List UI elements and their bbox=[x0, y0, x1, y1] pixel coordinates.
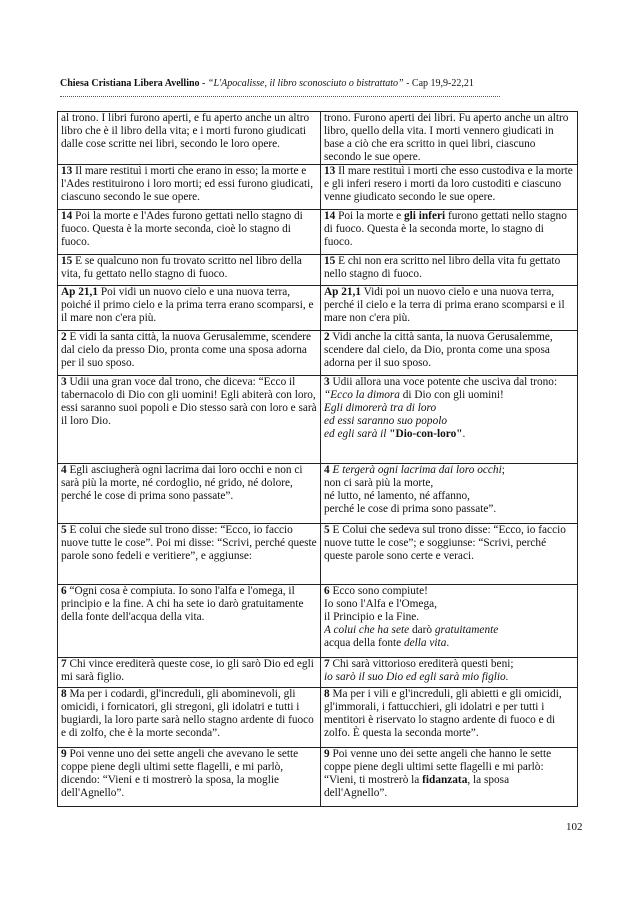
verse-number: 8 bbox=[61, 688, 67, 700]
cell-text bbox=[61, 112, 317, 164]
cell-text bbox=[61, 688, 317, 747]
cell-text bbox=[61, 286, 317, 330]
verse-text: E vidi la santa città, la nuova Gerusalemme, scendere dal cielo da presso Dio, pronta come una sposa adorna per il suo sposo. bbox=[61, 331, 312, 370]
cell-text bbox=[324, 112, 574, 164]
verse-text: Poi vidi un nuovo cielo e una nuova terra, poiché il primo cielo e la prima terra erano scomparsi, e il mare non c'era più. bbox=[61, 286, 314, 325]
cell-text bbox=[61, 255, 317, 285]
verse-text: Egli asciugherà ogni lacrima dai loro occhi e non ci sarà più la morte, né cordoglio, né grido, né dolore, perché le cose di prima sono passate”. bbox=[61, 464, 303, 503]
cell-text bbox=[61, 165, 317, 209]
verse-text: trono. Furono aperti dei libri. Fu aperto anche un altro libro, quello della vita. I morti vennero giudicati in base a ciò che era scritto in quei libri, ciascuno secondo le sue opere. bbox=[324, 112, 569, 164]
verse-text: gli inferi bbox=[404, 210, 446, 222]
verse-number: 13 bbox=[61, 165, 73, 177]
verse-number: 5 bbox=[61, 524, 67, 536]
document-title: “L'Apocalisse, il libro sconosciuto o bistrattato” bbox=[207, 78, 404, 89]
translation-b-cell bbox=[321, 464, 578, 524]
translation-b-cell bbox=[321, 255, 578, 286]
cell-text bbox=[61, 585, 317, 657]
cell-text bbox=[61, 748, 317, 806]
translation-a-cell bbox=[58, 585, 321, 658]
translation-a-cell bbox=[58, 255, 321, 286]
table-row bbox=[58, 331, 578, 376]
verse-text: Ma per i codardi, gl'increduli, gli abominevoli, gli omicidi, i fornicatori, gli stregoni, gli idolatri e tutti i bugiardi, la loro parte sarà nello stagno ardente di fuoco e di zolfo, che è la morte seconda”. bbox=[61, 688, 314, 740]
verse-text: Poi la morte e bbox=[335, 210, 405, 222]
verse-text: acqua della fonte bbox=[324, 637, 404, 650]
verse-number: 4 bbox=[324, 464, 330, 476]
verse-text: gratuitamente bbox=[434, 624, 499, 637]
verse-text: della vita bbox=[403, 637, 447, 650]
translation-a-cell bbox=[58, 658, 321, 688]
cell-text bbox=[61, 210, 317, 254]
translation-a-cell bbox=[58, 165, 321, 210]
verse-number: 14 bbox=[61, 210, 73, 222]
cell-text bbox=[61, 524, 317, 584]
verse-text: E Colui che sedeva sul trono disse: “Ecco, io faccio nuove tutte le cose”; e soggiunse: “Scrivi, perché queste parole sono certe e veraci. bbox=[324, 524, 566, 563]
verse-text: al trono. I libri furono aperti, e fu aperto anche un altro libro che è il libro della vita; e i morti furono giudicati dalle cose scritte nei libri, secondo le loro opere. bbox=[61, 112, 310, 151]
verse-text: . bbox=[462, 428, 466, 441]
verse-text: darò bbox=[409, 624, 435, 637]
translation-a-cell bbox=[58, 286, 321, 331]
verse-text: perché le cose di prima sono passate”. bbox=[324, 503, 497, 516]
cell-text bbox=[324, 331, 574, 375]
cell-text bbox=[324, 255, 574, 285]
table-row bbox=[58, 165, 578, 210]
table-row bbox=[58, 112, 578, 165]
verse-number: 3 bbox=[61, 376, 67, 388]
church-name: Chiesa Cristiana Libera Avellino bbox=[60, 78, 200, 89]
verse-number: 13 bbox=[324, 165, 336, 177]
table-row bbox=[58, 524, 578, 585]
verse-text: furono gettati nello stagno di fuoco. Questa è la seconda morte, lo stagno di fuoco. bbox=[324, 210, 567, 249]
translation-b-cell bbox=[321, 331, 578, 376]
table-row bbox=[58, 286, 578, 331]
translation-b-cell bbox=[321, 112, 578, 165]
translation-a-cell bbox=[58, 688, 321, 748]
translation-b-cell bbox=[321, 210, 578, 255]
verse-number: 4 bbox=[61, 464, 67, 476]
cell-text bbox=[324, 286, 574, 330]
verse-text: “Ogni cosa è compiuta. Io sono l'alfa e l'omega, il principio e la fine. A chi ha sete io darò gratuitamente della fonte dell'acqua della vita. bbox=[61, 585, 304, 624]
verse-text: Vidi poi un nuovo cielo e una nuova terra, perché il cielo e la terra di prima erano scomparsi e il mare non c'era più. bbox=[324, 286, 565, 325]
translation-a-cell bbox=[58, 524, 321, 585]
translation-a-cell bbox=[58, 112, 321, 165]
comparison-table bbox=[57, 111, 578, 807]
translation-a-cell bbox=[58, 331, 321, 376]
verse-text: “Ecco la dimora bbox=[324, 389, 400, 402]
verse-text: Il mare restituì i morti che esso custodiva e la morte e gli inferi resero i morti da loro custoditi e ciascuno venne giudicato secondo le sue opere. bbox=[324, 165, 573, 204]
translation-b-cell bbox=[321, 748, 578, 807]
cell-text bbox=[61, 376, 317, 463]
verse-number: 9 bbox=[324, 748, 330, 760]
verse-text: E colui che siede sul trono disse: “Ecco, io faccio nuove tutte le cose”. Poi mi disse: “Scrivi, perché queste parole sono fedeli e veritiere”, e aggiunse: bbox=[61, 524, 317, 563]
verse-text: io sarò il suo Dio ed egli sarà mio figlio. bbox=[324, 671, 509, 684]
page-number: 102 bbox=[566, 821, 583, 833]
verse-text: Io sono l'Alfa e l'Omega, bbox=[324, 598, 437, 611]
verse-number: 7 bbox=[324, 658, 330, 670]
cell-text bbox=[324, 165, 574, 209]
verse-text: E tergerà ogni lacrima dai loro occhi bbox=[332, 464, 502, 476]
verse-text: E chi non era scritto nel libro della vita fu gettato nello stagno di fuoco. bbox=[324, 255, 561, 281]
translation-b-cell bbox=[321, 376, 578, 464]
cell-text bbox=[61, 331, 317, 375]
table-row bbox=[58, 255, 578, 286]
table-row bbox=[58, 210, 578, 255]
translation-a-cell bbox=[58, 376, 321, 464]
verse-text: Ma per i vili e gl'increduli, gli abietti e gli omicidi, gl'immorali, i fattucchieri, gli idolatri e per tutti i mentitori è riservato lo stagno ardente di fuoco e di zolfo. È questa la seconda morte”. bbox=[324, 688, 562, 740]
translation-a-cell bbox=[58, 748, 321, 807]
verse-text: . bbox=[446, 637, 450, 650]
verse-number: Ap 21,1 bbox=[324, 286, 362, 298]
verse-text: Ecco sono compiute! bbox=[329, 585, 428, 597]
verse-text: E se qualcuno non fu trovato scritto nel libro della vita, fu gettato nello stagno di fuoco. bbox=[61, 255, 302, 281]
chapter-reference: - Cap 19,9-22,21 bbox=[403, 78, 474, 89]
verse-number: 2 bbox=[324, 331, 330, 343]
cell-text bbox=[61, 658, 317, 687]
cell-text bbox=[324, 376, 574, 463]
verse-number: 6 bbox=[324, 585, 330, 597]
table-row bbox=[58, 464, 578, 524]
translation-b-cell bbox=[321, 658, 578, 688]
verse-text: , la sposa dell'Agnello”. bbox=[324, 774, 510, 800]
cell-text bbox=[324, 688, 574, 747]
verse-number: 15 bbox=[324, 255, 336, 267]
cell-text bbox=[324, 748, 574, 806]
translation-a-cell bbox=[58, 464, 321, 524]
header-separator: - bbox=[199, 78, 208, 89]
cell-text bbox=[324, 658, 574, 687]
comparison-table-body bbox=[58, 112, 578, 807]
verse-text: Vidi anche la città santa, la nuova Gerusalemme, scendere dal cielo, da Dio, pronta come una sposa adorna per il suo sposo. bbox=[324, 331, 553, 370]
table-row bbox=[58, 688, 578, 748]
translation-b-cell bbox=[321, 688, 578, 748]
verse-text: Poi venne uno dei sette angeli che avevano le sette coppe piene degli ultimi sette flagelli, e mi parlò, dicendo: “Vieni e ti mostrerò la sposa, la moglie dell'Agnello”. bbox=[61, 748, 299, 800]
verse-number: 2 bbox=[61, 331, 67, 343]
verse-text: Il mare restituì i morti che erano in esso; la morte e l'Ades restituirono i loro morti; ed essi furono giudicati, ciascuno secondo le sue opere. bbox=[61, 165, 314, 204]
cell-text bbox=[324, 524, 574, 584]
translation-b-cell bbox=[321, 286, 578, 331]
table-row bbox=[58, 376, 578, 464]
verse-text: Poi venne uno dei sette angeli che hanno le sette coppe piene degli ultimi sette flagelli e mi parlò: “Vieni, ti mostrerò la bbox=[324, 748, 552, 787]
cell-text bbox=[324, 464, 574, 523]
verse-text: Chi sarà vittorioso erediterà questi beni; bbox=[329, 658, 514, 670]
cell-text bbox=[324, 210, 574, 254]
verse-text: né lutto, né lamento, né affanno, bbox=[324, 490, 470, 503]
verse-text: Chi vince erediterà queste cose, io gli sarò Dio ed egli mi sarà figlio. bbox=[61, 658, 314, 684]
verse-text: Udii allora una voce potente che usciva dal trono: bbox=[329, 376, 558, 388]
translation-b-cell bbox=[321, 524, 578, 585]
verse-text: ed egli sarà il bbox=[324, 428, 390, 441]
verse-number: 8 bbox=[324, 688, 330, 700]
verse-number: 15 bbox=[61, 255, 73, 267]
page-header bbox=[60, 78, 580, 90]
verse-text: non ci sarà più la morte, bbox=[324, 477, 434, 490]
table-row bbox=[58, 748, 578, 807]
verse-text: il Principio e la Fine. bbox=[324, 611, 420, 624]
translation-b-cell bbox=[321, 585, 578, 658]
verse-number: 14 bbox=[324, 210, 336, 222]
translation-b-cell bbox=[321, 165, 578, 210]
header-rule bbox=[60, 96, 500, 97]
verse-text: "Dio-con-loro" bbox=[389, 428, 463, 441]
verse-text: ed essi saranno suo popolo bbox=[324, 415, 448, 428]
verse-number: 5 bbox=[324, 524, 330, 536]
verse-text: di Dio con gli uomini! bbox=[399, 389, 504, 402]
cell-text bbox=[61, 464, 317, 523]
table-row bbox=[58, 658, 578, 688]
verse-number: 3 bbox=[324, 376, 330, 388]
verse-text: Egli dimorerà tra di loro bbox=[324, 402, 437, 415]
verse-number: 7 bbox=[61, 658, 67, 670]
verse-number: 9 bbox=[61, 748, 67, 760]
verse-text: A colui che ha sete bbox=[324, 624, 410, 637]
verse-text: ; bbox=[501, 464, 505, 476]
verse-text: Poi la morte e l'Ades furono gettati nello stagno di fuoco. Questa è la morte seconda, cioè lo stagno di fuoco. bbox=[61, 210, 303, 249]
verse-number: 6 bbox=[61, 585, 67, 597]
verse-text: Udii una gran voce dal trono, che diceva: “Ecco il tabernacolo di Dio con gli uomini! Egli abiterà con loro, essi saranno suoi popoli e Dio stesso sarà con loro e sarà il loro Dio. bbox=[61, 376, 317, 428]
verse-text: fidanzata bbox=[422, 774, 468, 787]
verse-number: Ap 21,1 bbox=[61, 286, 99, 298]
translation-a-cell bbox=[58, 210, 321, 255]
table-row bbox=[58, 585, 578, 658]
cell-text bbox=[324, 585, 574, 657]
